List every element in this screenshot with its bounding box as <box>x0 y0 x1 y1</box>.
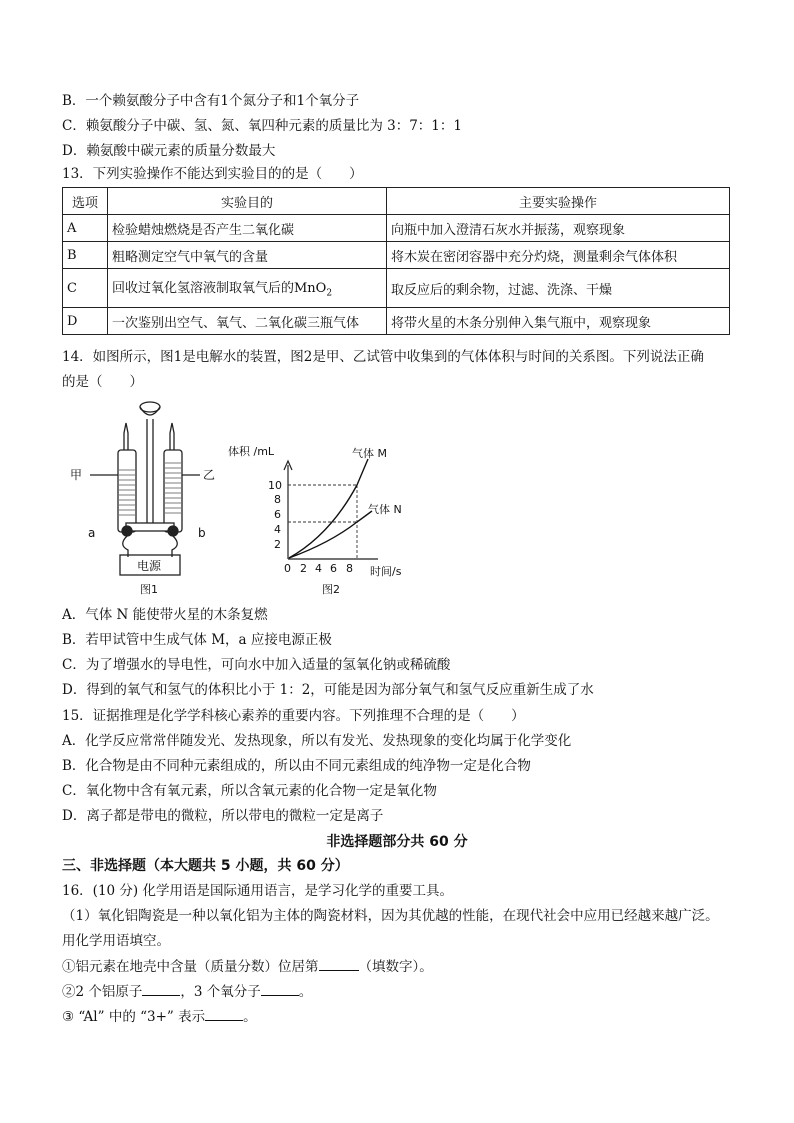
x-tick: 4 <box>315 562 322 575</box>
q16-stem: 16．(10 分) 化学用语是国际通用语言，是学习化学的重要工具。 <box>62 883 453 899</box>
q12-option-b: B．一个赖氨酸分子中含有1个氮分子和1个氧分子 <box>62 93 360 109</box>
q15-option-a: A．化学反应常常伴随发光、发热现象，所以有发光、发热现象的变化均属于化学变化 <box>62 733 572 749</box>
fig1-caption: 图1 <box>140 583 158 596</box>
x-tick: 2 <box>300 562 307 575</box>
fig2-caption: 图2 <box>322 583 340 596</box>
q14-stem-line1: 14．如图所示，图1是电解水的装置，图2是甲、乙试管中收集到的气体体积与时间的关系图。下列说法正确 <box>62 349 704 365</box>
row-operation: 取反应后的剩余物，过滤、洗涤、干燥 <box>387 269 730 308</box>
row-operation: 将木炭在密闭容器中充分灼烧，测量剩余气体体积 <box>387 242 730 269</box>
volume-time-graph <box>228 444 402 596</box>
row-purpose: 一次鉴别出空气、氧气、二氧化碳三瓶气体 <box>108 308 387 335</box>
row-operation: 将带火星的木条分别伸入集气瓶中，观察现象 <box>387 308 730 335</box>
q14-option-c: C．为了增强水的导电性，可向水中加入适量的氢氧化钠或稀硫酸 <box>62 657 451 673</box>
power-supply-label: 电源 <box>137 559 162 573</box>
table-row <box>63 269 730 308</box>
q14-option-a: A．气体 N 能使带火星的木条复燃 <box>62 607 268 623</box>
row-purpose: 检验蜡烛燃烧是否产生二氧化碳 <box>108 215 387 242</box>
q16-item3: ③ “Al” 中的 “3+” 表示 。 <box>62 1006 257 1027</box>
q15-option-c: C．氧化物中含有氧元素，所以含氧元素的化合物一定是氧化物 <box>62 783 437 799</box>
header-purpose: 实验目的 <box>108 188 387 215</box>
q14-stem-line2: 的是（ ） <box>62 374 143 390</box>
label-b: b <box>198 526 206 540</box>
q14-option-b: B．若甲试管中生成气体 M，a 应接电源正极 <box>62 632 332 648</box>
y-axis-label: 体积 /mL <box>228 445 275 458</box>
y-tick: 4 <box>274 523 281 536</box>
answer-blank[interactable] <box>205 1006 243 1021</box>
q16-item1: ①铝元素在地壳中含量（质量分数）位居第 （填数字）。 <box>62 956 433 977</box>
table-row <box>63 242 730 269</box>
q15-option-b: B．化合物是由不同种元素组成的，所以由不同元素组成的纯净物一定是化合物 <box>62 758 531 774</box>
section-title: 非选择题部分共 60 分 <box>326 834 468 850</box>
y-tick: 8 <box>274 493 281 506</box>
header-option: 选项 <box>63 188 108 215</box>
x-tick: 6 <box>330 562 337 575</box>
x-tick: 0 <box>284 562 291 575</box>
y-tick: 10 <box>268 479 282 492</box>
y-tick: 6 <box>274 508 281 521</box>
q15-option-d: D．离子都是带电的微粒，所以带电的微粒一定是离子 <box>62 808 384 824</box>
row-option: B <box>63 242 108 269</box>
table-row <box>63 308 730 335</box>
table-header-row <box>63 188 730 215</box>
q12-option-c: C．赖氨酸分子中碳、氢、氮、氧四种元素的质量比为 3：7：1：1 <box>62 118 462 134</box>
row-option: A <box>63 215 108 242</box>
x-tick: 8 <box>346 562 353 575</box>
answer-blank[interactable] <box>261 981 299 996</box>
q13-stem: 13．下列实验操作不能达到实验目的的是（ ） <box>62 166 363 182</box>
part3-title: 三、非选择题（本大题共 5 小题，共 60 分） <box>62 858 349 874</box>
q14-option-d: D．得到的氧气和氢气的体积比小于 1：2，可能是因为部分氧气和氢气反应重新生成了水 <box>62 682 594 698</box>
q14-figure <box>60 395 430 600</box>
label-a: a <box>88 526 96 540</box>
y-tick: 2 <box>274 538 281 551</box>
gas-m-curve <box>289 459 368 558</box>
row-option: C <box>63 269 108 308</box>
row-purpose: 回收过氧化氢溶液制取氧气后的MnO$_2$ <box>108 269 387 308</box>
q16-sub1-line1: （1）氧化铝陶瓷是一种以氧化铝为主体的陶瓷材料，因为其优越的性能，在现代社会中应用已经越来越广泛。 <box>62 908 719 924</box>
q16-sub1-line2: 用化学用语填空。 <box>62 933 170 949</box>
q12-option-d: D．赖氨酸中碳元素的质量分数最大 <box>62 143 276 159</box>
label-yi: 乙 <box>203 468 216 482</box>
gas-m-label: 气体 M <box>352 447 387 460</box>
row-purpose: 粗略测定空气中氧气的含量 <box>108 242 387 269</box>
x-axis-label: 时间/s <box>370 565 402 578</box>
q13-table <box>62 187 730 335</box>
q16-item2: ②2 个铝原子 ，3 个氧分子 。 <box>62 981 312 1002</box>
electrolysis-apparatus <box>90 402 200 575</box>
gas-n-label: 气体 N <box>368 503 402 516</box>
label-jia: 甲 <box>70 468 83 482</box>
row-operation: 向瓶中加入澄清石灰水并振荡，观察现象 <box>387 215 730 242</box>
table-row <box>63 215 730 242</box>
answer-blank[interactable] <box>142 981 180 996</box>
answer-blank[interactable] <box>319 956 359 971</box>
header-operation: 主要实验操作 <box>387 188 730 215</box>
q15-stem: 15．证据推理是化学学科核心素养的重要内容。下列推理不合理的是（ ） <box>62 708 525 724</box>
row-option: D <box>63 308 108 335</box>
